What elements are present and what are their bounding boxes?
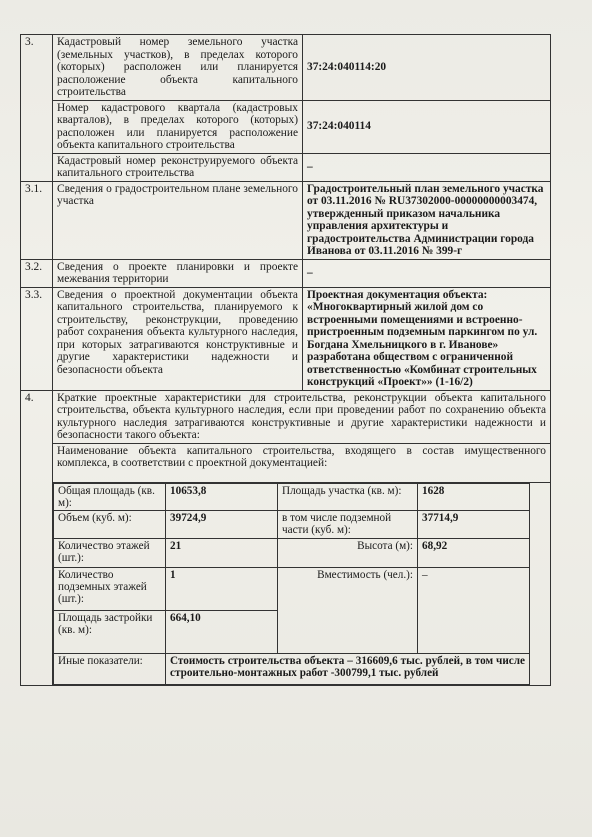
row-3a bbox=[21, 35, 551, 101]
char-row bbox=[54, 483, 530, 511]
gpzu-label: Сведения о градостроительном плане земельного участка bbox=[53, 181, 303, 259]
planning-project-value: – bbox=[303, 259, 551, 287]
cadastral-quarter-value: 37:24:040114 bbox=[303, 100, 551, 153]
char-label: Высота (м): bbox=[278, 538, 418, 567]
project-doc-label: Сведения о проектной документации объекта капитального строительства, планируемого к строительству, реконструкции, проведению работ сохранения объекта культурного наследия, при которых затрагиваются конструктивные и другие характеристики надежности и безопасности объекта bbox=[53, 287, 303, 390]
cadastral-quarter-label: Номер кадастрового квартала (кадастровых кварталов), в пределах которого (которых) расположен или планируется расположение объекта капитального строительства bbox=[53, 100, 303, 153]
char-row bbox=[54, 538, 530, 567]
char-value: 21 bbox=[166, 538, 278, 567]
characteristics-intro: Краткие проектные характеристики для строительства, реконструкции объекта капитального строительства, объекта культурного наследия, если при проведении работ по сохранению объекта культурного наследия затрагиваются конструктивные и другие характеристики надежности и безопасности такого объекта: bbox=[53, 391, 550, 444]
other-value: Стоимость строительства объекта – 316609,6 тыс. рублей, в том числе строительно-монтажных работ -300799,1 тыс. рублей bbox=[166, 653, 530, 684]
row-3c bbox=[21, 153, 551, 181]
cadastral-plot-value: 37:24:040114:20 bbox=[303, 35, 551, 101]
char-value: 1 bbox=[166, 567, 278, 610]
char-row bbox=[54, 567, 530, 610]
row-number: 3. bbox=[21, 35, 53, 182]
row-3-2 bbox=[21, 259, 551, 287]
row-3b bbox=[21, 100, 551, 153]
char-label: Площадь застройки (кв. м): bbox=[54, 610, 166, 653]
char-label: Объем (куб. м): bbox=[54, 511, 166, 539]
char-value: 37714,9 bbox=[418, 511, 530, 539]
row-3-1 bbox=[21, 181, 551, 259]
row-number: 3.1. bbox=[21, 181, 53, 259]
reconstructed-object-value: – bbox=[303, 153, 551, 181]
row-3-3 bbox=[21, 287, 551, 390]
char-value: 1628 bbox=[418, 483, 530, 511]
char-label: Количество подземных этажей (шт.): bbox=[54, 567, 166, 610]
char-label: Площадь участка (кв. м): bbox=[278, 483, 418, 511]
char-value: 68,92 bbox=[418, 538, 530, 567]
row-number: 3.3. bbox=[21, 287, 53, 390]
project-doc-value: Проектная документация объекта: «Многоквартирный жилой дом со встроенными помещениями и встроенно-пристроенным подземным паркингом по ул. Богдана Хмельницкого в г. Иванове» разработана обществом с ограниченной ответственностью «Комбинат строительных конструкций «Проект»» (1-16/2) bbox=[303, 287, 551, 390]
row-number: 4. bbox=[21, 390, 53, 685]
char-label: Общая площадь (кв. м): bbox=[54, 483, 166, 511]
characteristics-cell bbox=[53, 390, 551, 685]
char-value: – bbox=[418, 567, 530, 653]
char-value: 39724,9 bbox=[166, 511, 278, 539]
gpzu-value: Градостроительный план земельного участка от 03.11.2016 № RU37302000-00000000003474, утвержденный приказом начальника управления архитектуры и градостроительства Администрации города Иванова от 03.11.2016 № 399-г bbox=[303, 181, 551, 259]
row-number: 3.2. bbox=[21, 259, 53, 287]
char-label: Количество этажей (шт.): bbox=[54, 538, 166, 567]
other-row bbox=[54, 653, 530, 684]
object-name-label: Наименование объекта капитального строительства, входящего в состав имущественного комплекса, в соответствии с проектной документацией: bbox=[53, 444, 550, 483]
reconstructed-object-label: Кадастровый номер реконструируемого объекта капитального строительства bbox=[53, 153, 303, 181]
characteristics-table bbox=[53, 483, 530, 685]
planning-project-label: Сведения о проекте планировки и проекте межевания территории bbox=[53, 259, 303, 287]
char-value: 664,10 bbox=[166, 610, 278, 653]
char-value: 10653,8 bbox=[166, 483, 278, 511]
cadastral-plot-label: Кадастровый номер земельного участка (земельных участков), в пределах которого (которых) расположен или планируется расположение объекта капитального строительства bbox=[53, 35, 303, 101]
char-label: Вместимость (чел.): bbox=[278, 567, 418, 653]
permit-table bbox=[20, 34, 551, 686]
char-row bbox=[54, 511, 530, 539]
char-label: в том числе подземной части (куб. м): bbox=[278, 511, 418, 539]
other-label: Иные показатели: bbox=[54, 653, 166, 684]
row-4 bbox=[21, 390, 551, 685]
